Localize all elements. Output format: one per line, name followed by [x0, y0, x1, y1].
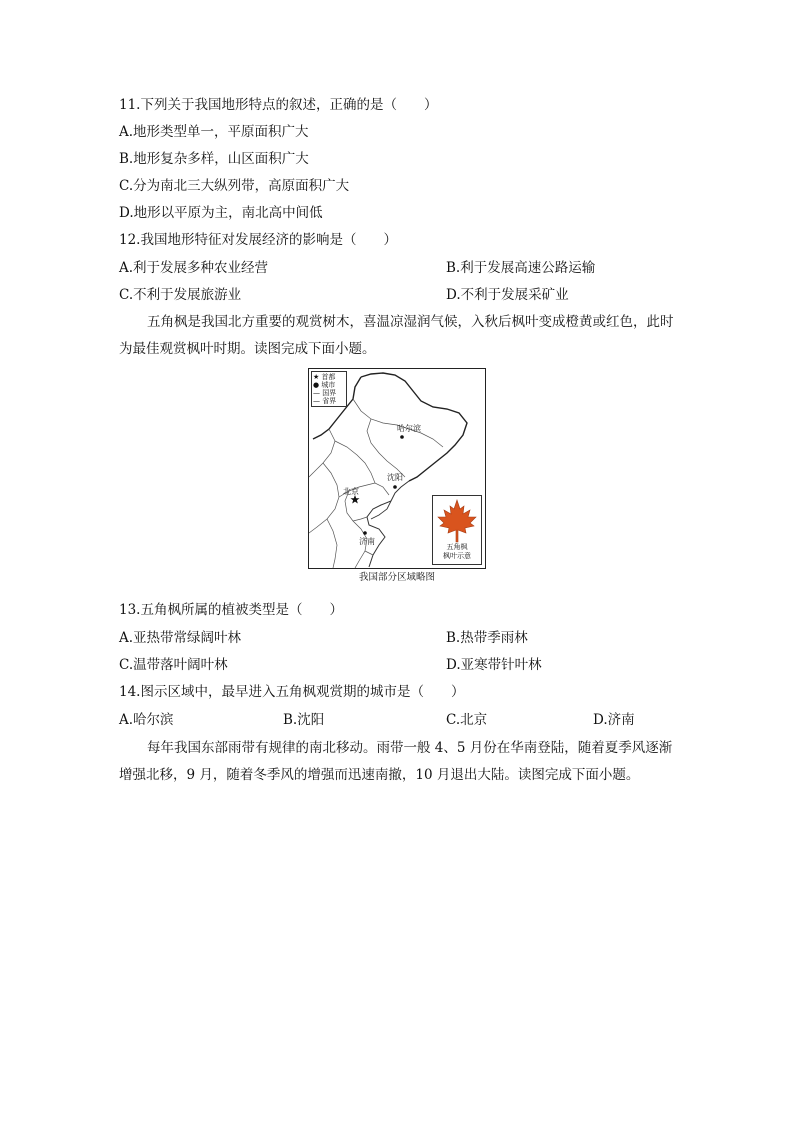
legend-provincial-border: — 省界 [313, 397, 337, 405]
question-13-option-d: D.亚寒带针叶林 [446, 657, 542, 673]
question-13-option-b: B.热带季雨林 [446, 630, 528, 646]
shenyang-marker [393, 485, 397, 489]
question-12-option-c: C.不利于发展旅游业 [119, 287, 242, 303]
legend-city: ● 城市 [313, 381, 336, 389]
legend-capital: ★ 首都 [313, 373, 336, 381]
question-12-option-a: A.利于发展多种农业经营 [119, 260, 269, 276]
beijing-star [351, 495, 360, 504]
question-13-option-a: A.亚热带常绿阔叶林 [119, 630, 242, 646]
inset-caption-line-1: 五角枫 [446, 543, 468, 551]
question-14-option-b: B.沈阳 [283, 712, 325, 728]
question-11-option-a: A.地形类型单一，平原面积广大 [119, 124, 309, 140]
question-11-option-c: C.分为南北三大纵列带，高原面积广大 [119, 178, 350, 194]
city-label-jinan: 济南 [359, 537, 375, 546]
question-14-option-d: D.济南 [593, 712, 635, 728]
question-14-stem: 14.图示区域中，最早进入五角枫观赏期的城市是（ ） [119, 684, 465, 700]
harbin-marker [400, 435, 404, 439]
passage-rain-belt: 每年我国东部雨带有规律的南北移动。雨带一般 4、5 月份在华南登陆，随着夏季风逐渐增强北移，9 月，随着冬季风的增强而迅速南撤，10 月退出大陆。读图完成下面小题。 [119, 740, 673, 783]
question-12-option-b: B.利于发展高速公路运输 [446, 260, 596, 276]
map-legend [311, 371, 347, 407]
question-14-option-c: C.北京 [446, 712, 488, 728]
question-11-option-b: B.地形复杂多样，山区面积广大 [119, 151, 309, 167]
question-11-option-d: D.地形以平原为主，南北高中间低 [119, 205, 323, 221]
legend-national-border: — 国界 [313, 389, 337, 397]
question-12-option-d: D.不利于发展采矿业 [446, 287, 569, 303]
question-13-stem: 13.五角枫所属的植被类型是（ ） [119, 602, 343, 618]
inset-caption-line-2: 枫叶示意 [443, 552, 471, 560]
question-12-stem: 12.我国地形特征对发展经济的影响是（ ） [119, 232, 397, 248]
question-13-option-c: C.温带落叶阔叶林 [119, 657, 228, 673]
jinan-marker [363, 531, 367, 535]
maple-leaf-inset [432, 495, 482, 565]
question-11-stem: 11.下列关于我国地形特点的叙述，正确的是（ ） [119, 97, 438, 113]
maple-leaf-icon [433, 498, 481, 544]
passage-maple: 五角枫是我国北方重要的观赏树木，喜温凉湿润气候，入秋后枫叶变成橙黄或红色，此时为最佳观赏枫叶时期。读图完成下面小题。 [119, 314, 674, 357]
city-label-beijing: 北京 [343, 487, 359, 496]
city-label-harbin: 哈尔滨 [397, 424, 421, 433]
map-caption: 我国部分区域略图 [358, 572, 435, 583]
region-map [308, 368, 486, 569]
question-14-option-a: A.哈尔滨 [119, 712, 174, 728]
city-label-shenyang: 沈阳 [387, 473, 403, 482]
